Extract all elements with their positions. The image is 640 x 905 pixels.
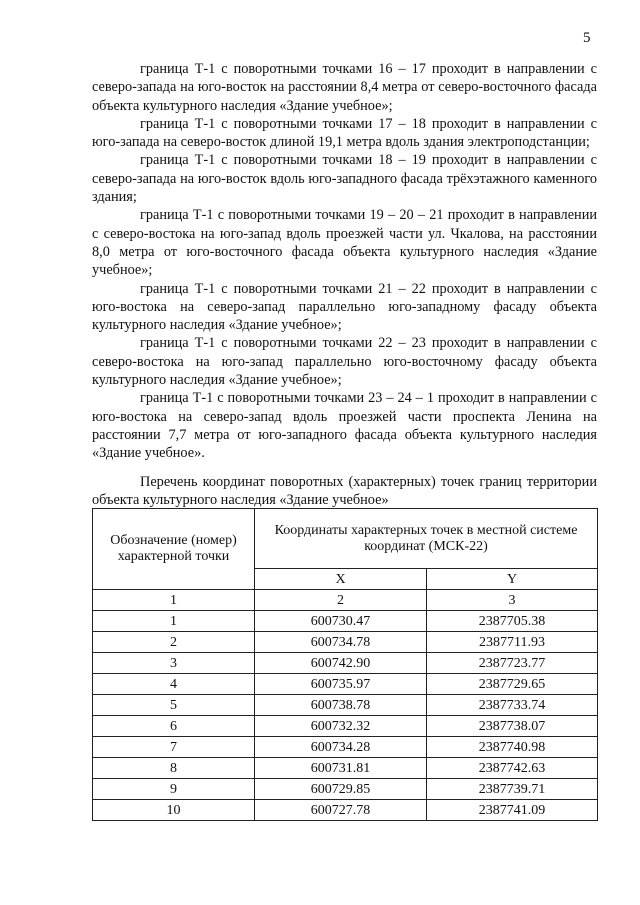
header-point-designation: Обозначение (номер) характерной точки [93,509,255,590]
paragraph: граница Т-1 с поворотными точками 21 – 22 проходит в направлении с юго-востока на северо-запад параллельно юго-западному фасаду объекта культурного наследия «Здание учебное»; [92,280,597,334]
column-number: 1 [93,590,255,611]
x-coordinate: 600731.81 [255,758,427,779]
y-coordinate: 2387733.74 [427,695,598,716]
column-numbers-row [93,590,598,611]
x-coordinate: 600730.47 [255,611,427,632]
page-number: 5 [583,30,591,46]
table-row [93,716,598,737]
point-number: 7 [93,737,255,758]
table-row [93,695,598,716]
y-coordinate: 2387740.98 [427,737,598,758]
y-coordinate: 2387741.09 [427,800,598,821]
table-row [93,800,598,821]
table-row [93,611,598,632]
x-coordinate: 600734.78 [255,632,427,653]
paragraph: граница Т-1 с поворотными точками 16 – 17 проходит в направлении с северо-запада на юго-восток на расстоянии 8,4 метра от северо-восточного фасада объекта культурного наследия «Здание учебное»; [92,61,597,114]
paragraph: граница Т-1 с поворотными точками 17 – 18 проходит в направлении с юго-запада на северо-восток длиной 19,1 метра вдоль здания электроподстанции; [92,115,597,151]
y-coordinate: 2387711.93 [427,632,598,653]
table-row [93,653,598,674]
column-number: 3 [427,590,598,611]
table-row [93,674,598,695]
point-number: 2 [93,632,255,653]
point-number: 5 [93,695,255,716]
table-row [93,779,598,800]
paragraph: граница Т-1 с поворотными точками 19 – 20 – 21 проходит в направлении с северо-востока на юго-запад вдоль проезжей части ул. Чкалова, на расстоянии 8,0 метра от юго-восточного фасада объекта культурного наследия «Здание учебное»; [92,207,597,279]
point-number: 1 [93,611,255,632]
paragraph: граница Т-1 с поворотными точками 18 – 19 проходит в направлении с северо-запада на юго-восток вдоль юго-западного фасада трёхэтажного каменного здания; [92,152,597,206]
y-coordinate: 2387705.38 [427,611,598,632]
table-row [93,758,598,779]
column-number: 2 [255,590,427,611]
y-coordinate: 2387739.71 [427,779,598,800]
table-caption: Перечень координат поворотных (характерных) точек границ территории объекта культурного наследия «Здание учебное» [92,474,597,509]
point-number: 10 [93,800,255,821]
paragraph: граница Т-1 с поворотными точками 22 – 23 проходит в направлении с северо-востока на юго-запад параллельно юго-восточному фасаду объекта культурного наследия «Здание учебное»; [92,335,597,389]
x-coordinate: 600734.28 [255,737,427,758]
x-coordinate: 600738.78 [255,695,427,716]
y-coordinate: 2387723.77 [427,653,598,674]
x-coordinate: 600732.32 [255,716,427,737]
boundary-description [92,60,597,463]
table-header-row [93,509,598,569]
y-coordinate: 2387738.07 [427,716,598,737]
x-coordinate: 600735.97 [255,674,427,695]
coordinates-table [92,508,598,821]
header-coordinates: Координаты характерных точек в местной системе координат (МСК-22) [255,509,598,569]
x-coordinate: 600742.90 [255,653,427,674]
header-y: Y [427,569,598,590]
point-number: 4 [93,674,255,695]
table-row [93,632,598,653]
x-coordinate: 600729.85 [255,779,427,800]
point-number: 6 [93,716,255,737]
paragraph: граница Т-1 с поворотными точками 23 – 24 – 1 проходит в направлении с юго-востока на северо-запад вдоль проезжей части проспекта Ленина на расстоянии 7,7 метра от юго-западного фасада объекта культурного наследия «Здание учебное». [92,390,597,462]
table-row [93,737,598,758]
y-coordinate: 2387742.63 [427,758,598,779]
point-number: 9 [93,779,255,800]
point-number: 8 [93,758,255,779]
x-coordinate: 600727.78 [255,800,427,821]
point-number: 3 [93,653,255,674]
header-x: X [255,569,427,590]
y-coordinate: 2387729.65 [427,674,598,695]
